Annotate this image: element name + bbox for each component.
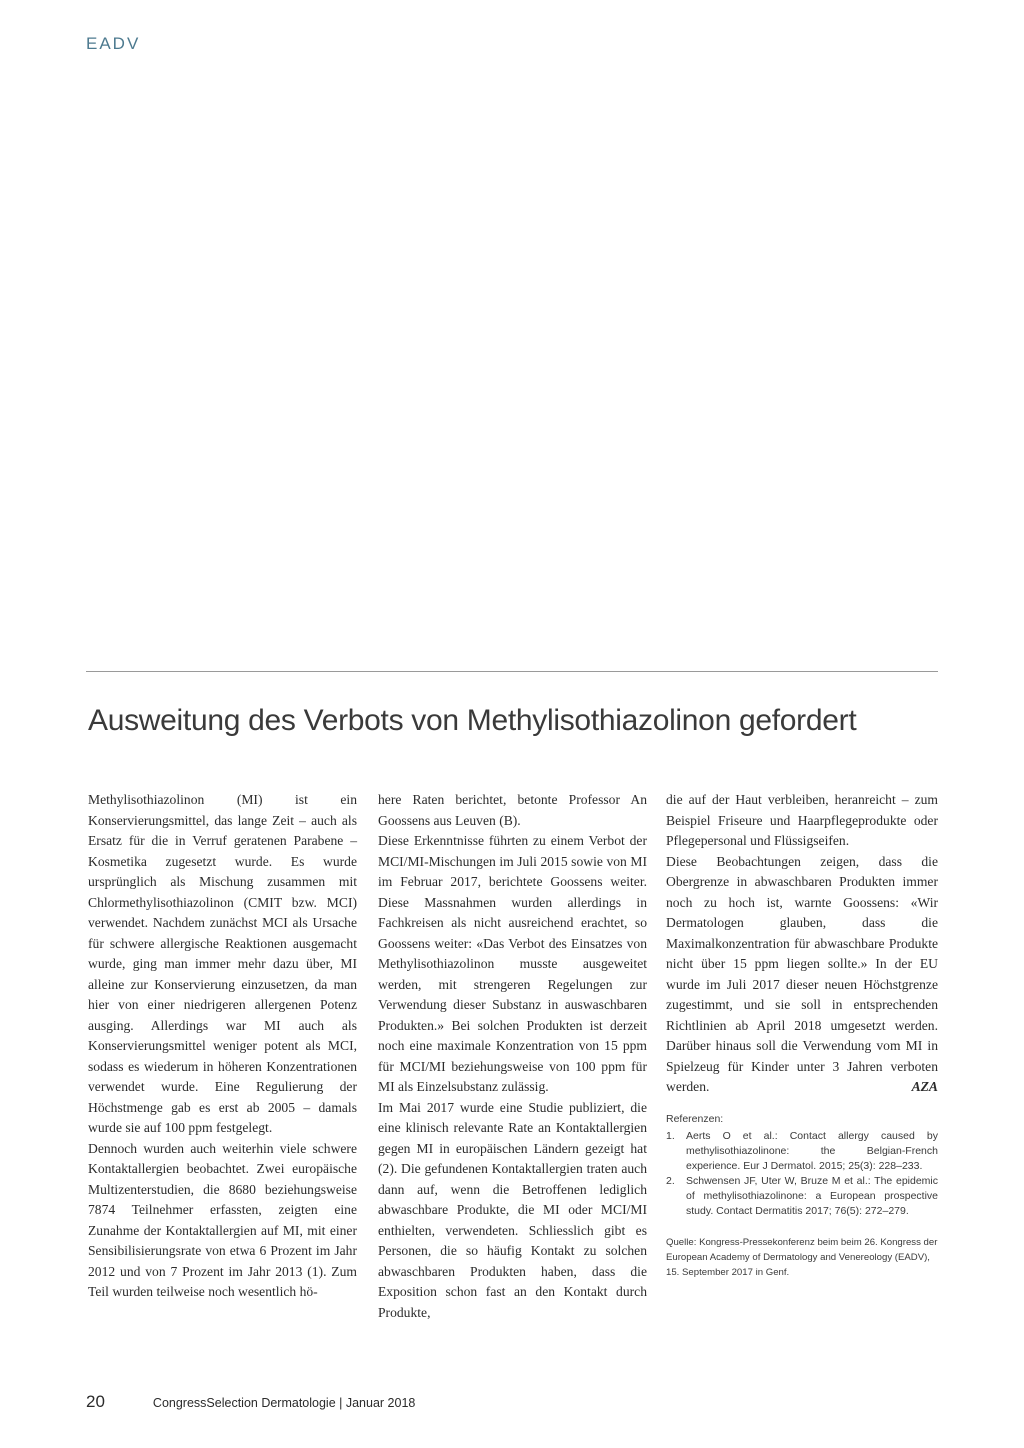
text-column-1 xyxy=(88,790,357,1303)
reference-item xyxy=(666,1174,938,1219)
author-signature: AZA xyxy=(911,1079,938,1094)
page-number: 20 xyxy=(86,1392,105,1411)
publication-info: CongressSelection Dermatologie | Januar 2018 xyxy=(152,1396,416,1410)
paragraph xyxy=(666,852,938,1098)
paragraph: Diese Erkenntnisse führten zu einem Verbot der MCI/MI-Mischungen im Juli 2015 sowie von MI im Februar 2017, berichtete Goossens weiter. Diese Massnahmen wurden allerdings in Fachkreisen als nicht ausreichend erachtet, so Goossens weiter: «Das Verbot des Einsatzes von Methylisothiazolinon musste ausgeweitet werden, mit strengeren Regelungen zur Verwendung dieser Substanz in auswaschbaren Produkten.» Bei solchen Produkten ist derzeit noch eine maximale Konzentration von 15 ppm für MCI/MI beziehungsweise von 100 ppm für MI als Einzelsubstanz zulässig. xyxy=(378,833,647,1094)
reference-number: 1. xyxy=(666,1129,675,1142)
reference-text: Aerts O et al.: Contact allergy caused by methylisothiazolinone: the Belgian-French experience. Eur J Dermatol. 2015; 25(3): 228–233. xyxy=(686,1129,938,1172)
reference-item xyxy=(666,1129,938,1174)
paragraph: Methylisothiazolinon (MI) ist ein Konservierungsmittel, das lange Zeit – auch als Ersatz für die in Verruf geratenen Parabene – Kosmetika zugesetzt wurde. Es wurde ursprünglich als Mischung zusammen mit Chlormethylisothiazolinon (CMIT bzw. MCI) verwendet. Nachdem zunächst MCI als Ursache für schwere allergische Reaktionen ausgemacht wurde, ging man immer mehr dazu über, MI alleine zur Konservierung einzusetzen, da man hier von einer niedrigeren allergenen Potenz ausging. Allerdings war MI auch als Konservierungsmittel weniger potent als MCI, sodass es wiederum in höheren Konzentrationen verwendet wurde. Eine Regulierung der Höchstmenge gab es erst ab 2005 – damals wurde sie auf 100 ppm festgelegt. xyxy=(88,792,357,1135)
paragraph: here Raten berichtet, betonte Professor An Goossens aus Leuven (B). xyxy=(378,792,647,828)
references-title: Referenzen: xyxy=(666,1112,724,1125)
paragraph: Dennoch wurden auch weiterhin viele schwere Kontaktallergien beobachtet. Zwei europäische Multizenterstudien, die 8680 beziehungsweise 7874 Teilnehmer erfassten, zeigten eine Zunahme der Kontaktallergien auf MI, mit einer Sensibilisierungsrate von etwa 6 Prozent im Jahr 2012 und von 7 Prozent im Jahr 2013 (1). Zum Teil wurden teilweise noch wesentlich hö- xyxy=(88,1140,357,1299)
article-title: Ausweitung des Verbots von Methylisothiazolinon gefordert xyxy=(88,704,857,737)
text-column-3 xyxy=(666,790,938,1280)
references xyxy=(666,1112,938,1219)
reference-number: 2. xyxy=(666,1174,675,1187)
reference-text: Schwensen JF, Uter W, Bruze M et al.: The epidemic of methylisothiazolinone: a European prospective study. Contact Dermatitis 2017; 76(5): 272–279. xyxy=(686,1174,938,1217)
paragraph: Im Mai 2017 wurde eine Studie publiziert, die eine klinisch relevante Rate an Kontaktallergien gegen MI in europäischen Ländern gezeigt hat (2). Die gefundenen Kontaktallergien traten auch dann auf, wenn die Betroffenen lediglich abwaschbare Produkte, die MI oder MCI/MI enthielten, verwendeten. Schliesslich gibt es Personen, die so häufig Kontakt zu solchen abwaschbaren Produkten haben, dass die Exposition schon fast an den Kontakt durch Produkte, xyxy=(378,1099,647,1320)
text-column-2 xyxy=(378,790,647,1323)
source-note: Quelle: Kongress-Pressekonferenz beim beim 26. Kongress der European Academy of Dermatology and Venereology (EADV), 15. September 2017 in Genf. xyxy=(666,1236,938,1278)
page-footer xyxy=(86,1392,415,1412)
section-label: EADV xyxy=(86,34,141,53)
paragraph: die auf der Haut verbleiben, heranreicht – zum Beispiel Friseure und Haarpflegeprodukte oder Pflegepersonal und Flüssigseifen. xyxy=(666,792,938,848)
title-divider xyxy=(86,671,938,672)
paragraph-text: Diese Beobachtungen zeigen, dass die Obergrenze in abwaschbaren Produkten immer noch zu hoch ist, warnte Goossens: «Wir Dermatologen glauben, dass die Maximalkonzentration für abwaschbare Produkte nicht über 15 ppm liegen sollte.» In der EU wurde im Juli 2017 dieser neuen Höchstgrenze zugestimmt, und sie soll in entsprechenden Richtlinien ab April 2018 umgesetzt werden. Darüber hinaus soll die Verwendung vom MI in Spielzeug für Kinder unter 3 Jahren verboten werden. xyxy=(666,853,938,1094)
